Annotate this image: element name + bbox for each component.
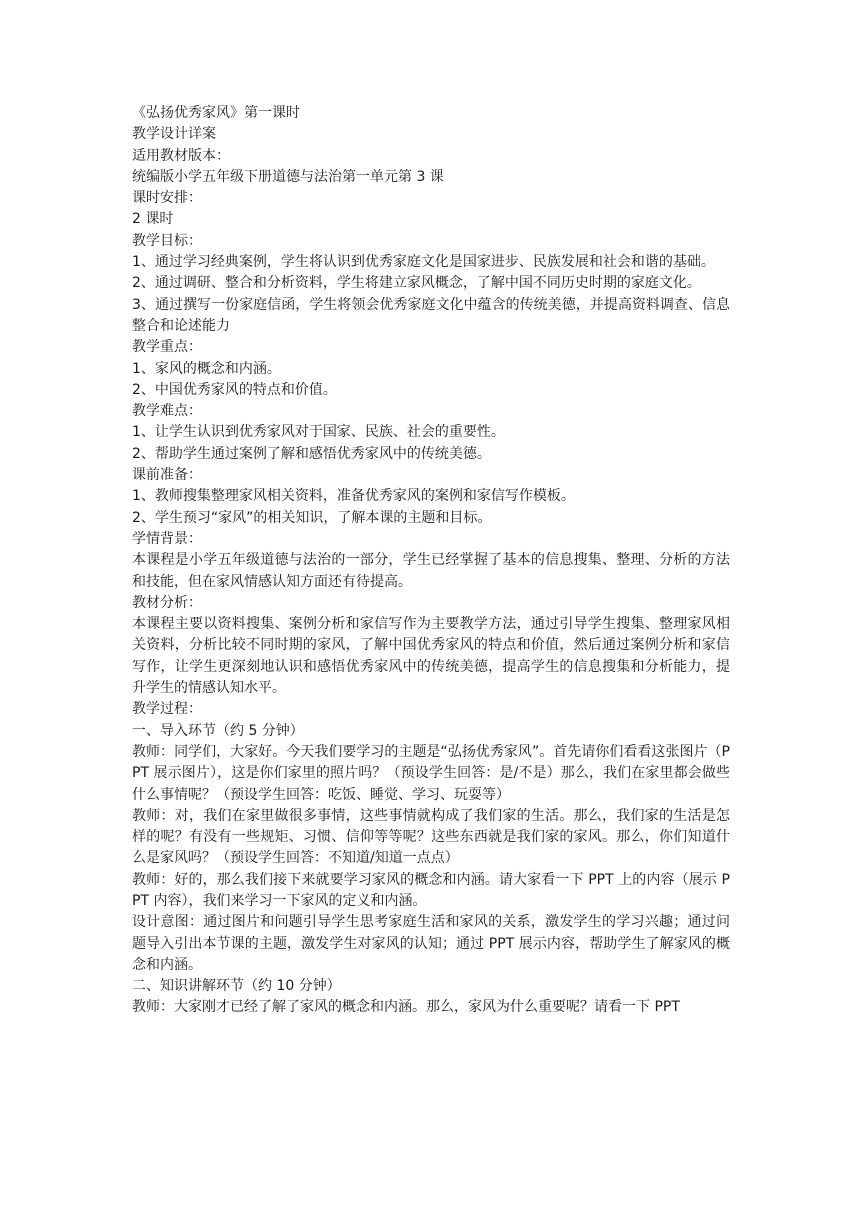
section-heading-key-points: 教学重点： <box>132 339 202 356</box>
section-heading-background: 学情背景： <box>132 530 202 547</box>
section-heading-difficulties: 教学难点： <box>132 403 202 420</box>
paragraph: 教师：大家刚才已经了解了家风的概念和内涵。那么，家风为什么重要呢？请看一下 PPT <box>132 999 680 1016</box>
paragraph: 教师：好的，那么我们接下来就要学习家风的概念和内涵。请大家看一下 PPT 上的内容（展示 PPT 内容），我们来学习一下家风的定义和内涵。 <box>132 871 730 909</box>
list-item: 1、通过学习经典案例，学生将认识到优秀家庭文化是国家进步、民族发展和社会和谐的基础。 <box>132 254 715 271</box>
paragraph: 2 课时 <box>132 211 174 228</box>
paragraph: 教师：同学们，大家好。今天我们要学习的主题是“弘扬优秀家风”。首先请你们看看这张图片（PPT 展示图片），这是你们家里的照片吗？（预设学生回答：是/不是）那么，我们在家里都会做些什么事情呢？（预设学生回答：吃饭、睡觉、学习、玩耍等） <box>132 743 730 803</box>
paragraph: 本课程主要以资料搜集、案例分析和家信写作为主要教学方法，通过引导学生搜集、整理家风相关资料，分析比较不同时期的家风，了解中国优秀家风的特点和价值，然后通过案例分析和家信写作，让学生更深刻地认识和感悟优秀家风中的传统美德，提高学生的信息搜集和分析能力，提升学生的情感认知水平。 <box>132 616 730 697</box>
paragraph: 设计意图：通过图片和问题引导学生思考家庭生活和家风的关系，激发学生的学习兴趣；通过问题导入引出本节课的主题，激发学生对家风的认知；通过 PPT 展示内容，帮助学生了解家风的概念和内涵。 <box>132 914 730 973</box>
list-item: 2、帮助学生通过案例了解和感悟优秀家风中的传统美德。 <box>132 445 491 462</box>
subsection-heading: 一、导入环节（约 5 分钟） <box>132 722 304 739</box>
list-item: 2、学生预习“家风”的相关知识，了解本课的主题和目标。 <box>132 509 492 526</box>
list-item: 2、中国优秀家风的特点和价值。 <box>132 381 337 398</box>
document-subtitle: 教学设计详案 <box>132 126 216 143</box>
subsection-heading: 二、知识讲解环节（约 10 分钟） <box>132 978 341 995</box>
paragraph: 统编版小学五年级下册道德与法治第一单元第 3 课 <box>132 168 444 185</box>
paragraph: 本课程是小学五年级道德与法治的一部分，学生已经掌握了基本的信息搜集、整理、分析的方法和技能，但在家风情感认知方面还有待提高。 <box>132 552 730 590</box>
list-item: 3、通过撰写一份家庭信函，学生将领会优秀家庭文化中蕴含的传统美德，并提高资料调查、信息整合和论述能力 <box>132 296 730 334</box>
section-heading-analysis: 教材分析： <box>132 594 202 611</box>
section-heading-process: 教学过程： <box>132 701 202 718</box>
list-item: 2、通过调研、整合和分析资料，学生将建立家风概念，了解中国不同历史时期的家庭文化。 <box>132 275 701 292</box>
document-page <box>132 103 730 1019</box>
paragraph: 教师：对，我们在家里做很多事情，这些事情就构成了我们家的生活。那么，我们家的生活是怎样的呢？有没有一些规矩、习惯、信仰等等呢？这些东西就是我们家的家风。那么，你们知道什么是家风吗？（预设学生回答：不知道/知道一点点） <box>132 807 730 867</box>
list-item: 1、家风的概念和内涵。 <box>132 360 281 377</box>
section-heading-schedule: 课时安排： <box>132 190 202 207</box>
section-heading-textbook-version: 适用教材版本： <box>132 147 230 164</box>
list-item: 1、教师搜集整理家风相关资料，准备优秀家风的案例和家信写作模板。 <box>132 488 575 505</box>
document-title: 《弘扬优秀家风》第一课时 <box>132 105 300 121</box>
section-heading-preparation: 课前准备： <box>132 467 202 484</box>
section-heading-objectives: 教学目标： <box>132 232 202 249</box>
list-item: 1、让学生认识到优秀家风对于国家、民族、社会的重要性。 <box>132 424 505 441</box>
